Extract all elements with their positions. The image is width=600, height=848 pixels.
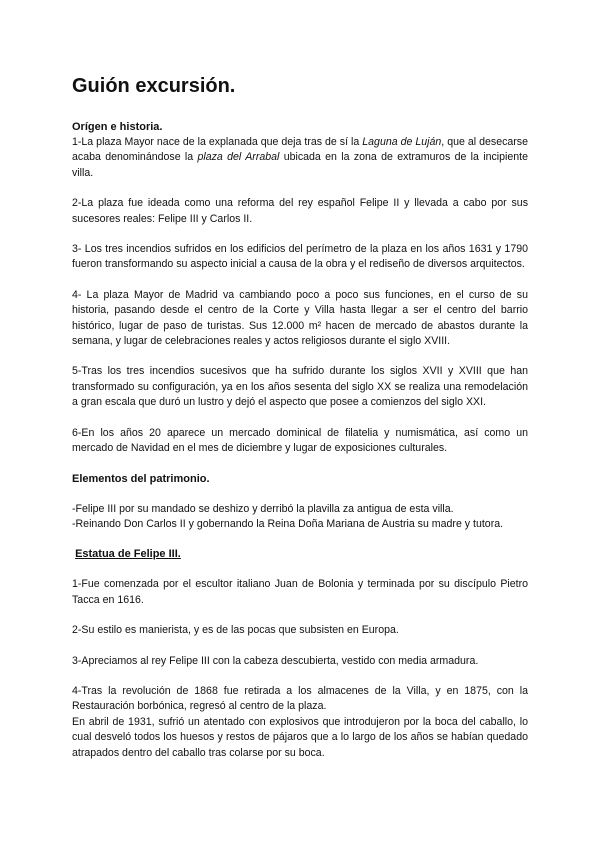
page-title: Guión excursión. [72,75,236,97]
section-heading-origin: Orígen e historia. [72,121,163,133]
section-heading-statue: Estatua de Felipe III. [75,548,181,561]
origin-paragraph-3: 3- Los tres incendios sufridos en los edificios del perímetro de la plaza en los años 1631 y 1790 fueron transformando su aspecto inicial a causa de la obra y el rediseño de diversos arquitectos. [72,243,528,271]
heritage-line-1: -Felipe III por su mandado se deshizo y derribó la plavilla za antigua de esta villa. [72,502,454,515]
origin-paragraph-4: 4- La plaza Mayor de Madrid va cambiando poco a poco sus funciones, en el curso de su historia, pasando desde el centro de la Corte y Villa hasta llegar a ser el centro del barrio histórico, lugar de paso de turistas. Sus 12.000 m² hacen de mercado de abastos durante la semana, y lugar de celebraciones reales y actos religiosos durante el siglo XVIII. [72,288,528,348]
origin-paragraph-5: 5-Tras los tres incendios sucesivos que ha sufrido durante los siglos XVII y XVIII que han transformado su configuración, ya en los años sesenta del siglo XX se realiza una remodelación a gran escala que duró un lustro y dejó el aspecto que posee a comienzos del siglo XXI. [72,365,528,409]
statue-paragraph-5: En abril de 1931, sufrió un atentado con explosivos que introdujeron por la boca del caballo, lo cual desveló todos los huesos y restos de pájaros que a lo largo de los años se habían quedado atrapados dentro del caballo tras colarse por su boca. [72,715,528,759]
origin-paragraph-6: 6-En los años 20 aparece un mercado dominical de filatelia y numismática, así como un mercado de Navidad en el mes de diciembre y lugar de exposiciones culturales. [72,426,528,455]
statue-paragraph-1: 1-Fue comenzada por el escultor italiano Juan de Bolonia y terminada por su discípulo Pietro Tacca en 1616. [72,578,528,606]
statue-paragraph-4: 4-Tras la revolución de 1868 fue retirada a los almacenes de la Villa, y en 1875, con la Restauración borbónica, regresó al centro de la plaza. [72,684,528,713]
origin-paragraph-2: 2-La plaza fue ideada como una reforma del rey español Felipe II y llevada a cabo por sus sucesores reales: Felipe III y Carlos II. [72,197,528,225]
document-page [72,74,528,761]
statue-paragraph-2: 2-Su estilo es manierista, y es de las pocas que subsisten en Europa. [72,624,399,637]
origin-paragraph-1: 1-La plaza Mayor nace de la explanada que deja tras de sí la Laguna de Luján, que al desecarse acaba denominándose la plaza del Arrabal ubicada en la zona de extramuros de la incipiente villa. [72,136,529,179]
section-heading-heritage: Elementos del patrimonio. [72,472,210,485]
heritage-line-2: -Reinando Don Carlos II y gobernando la Reina Doña Mariana de Austria su madre y tutora. [72,517,504,530]
statue-paragraph-3: 3-Apreciamos al rey Felipe III con la cabeza descubierta, vestido con media armadura. [72,654,479,667]
